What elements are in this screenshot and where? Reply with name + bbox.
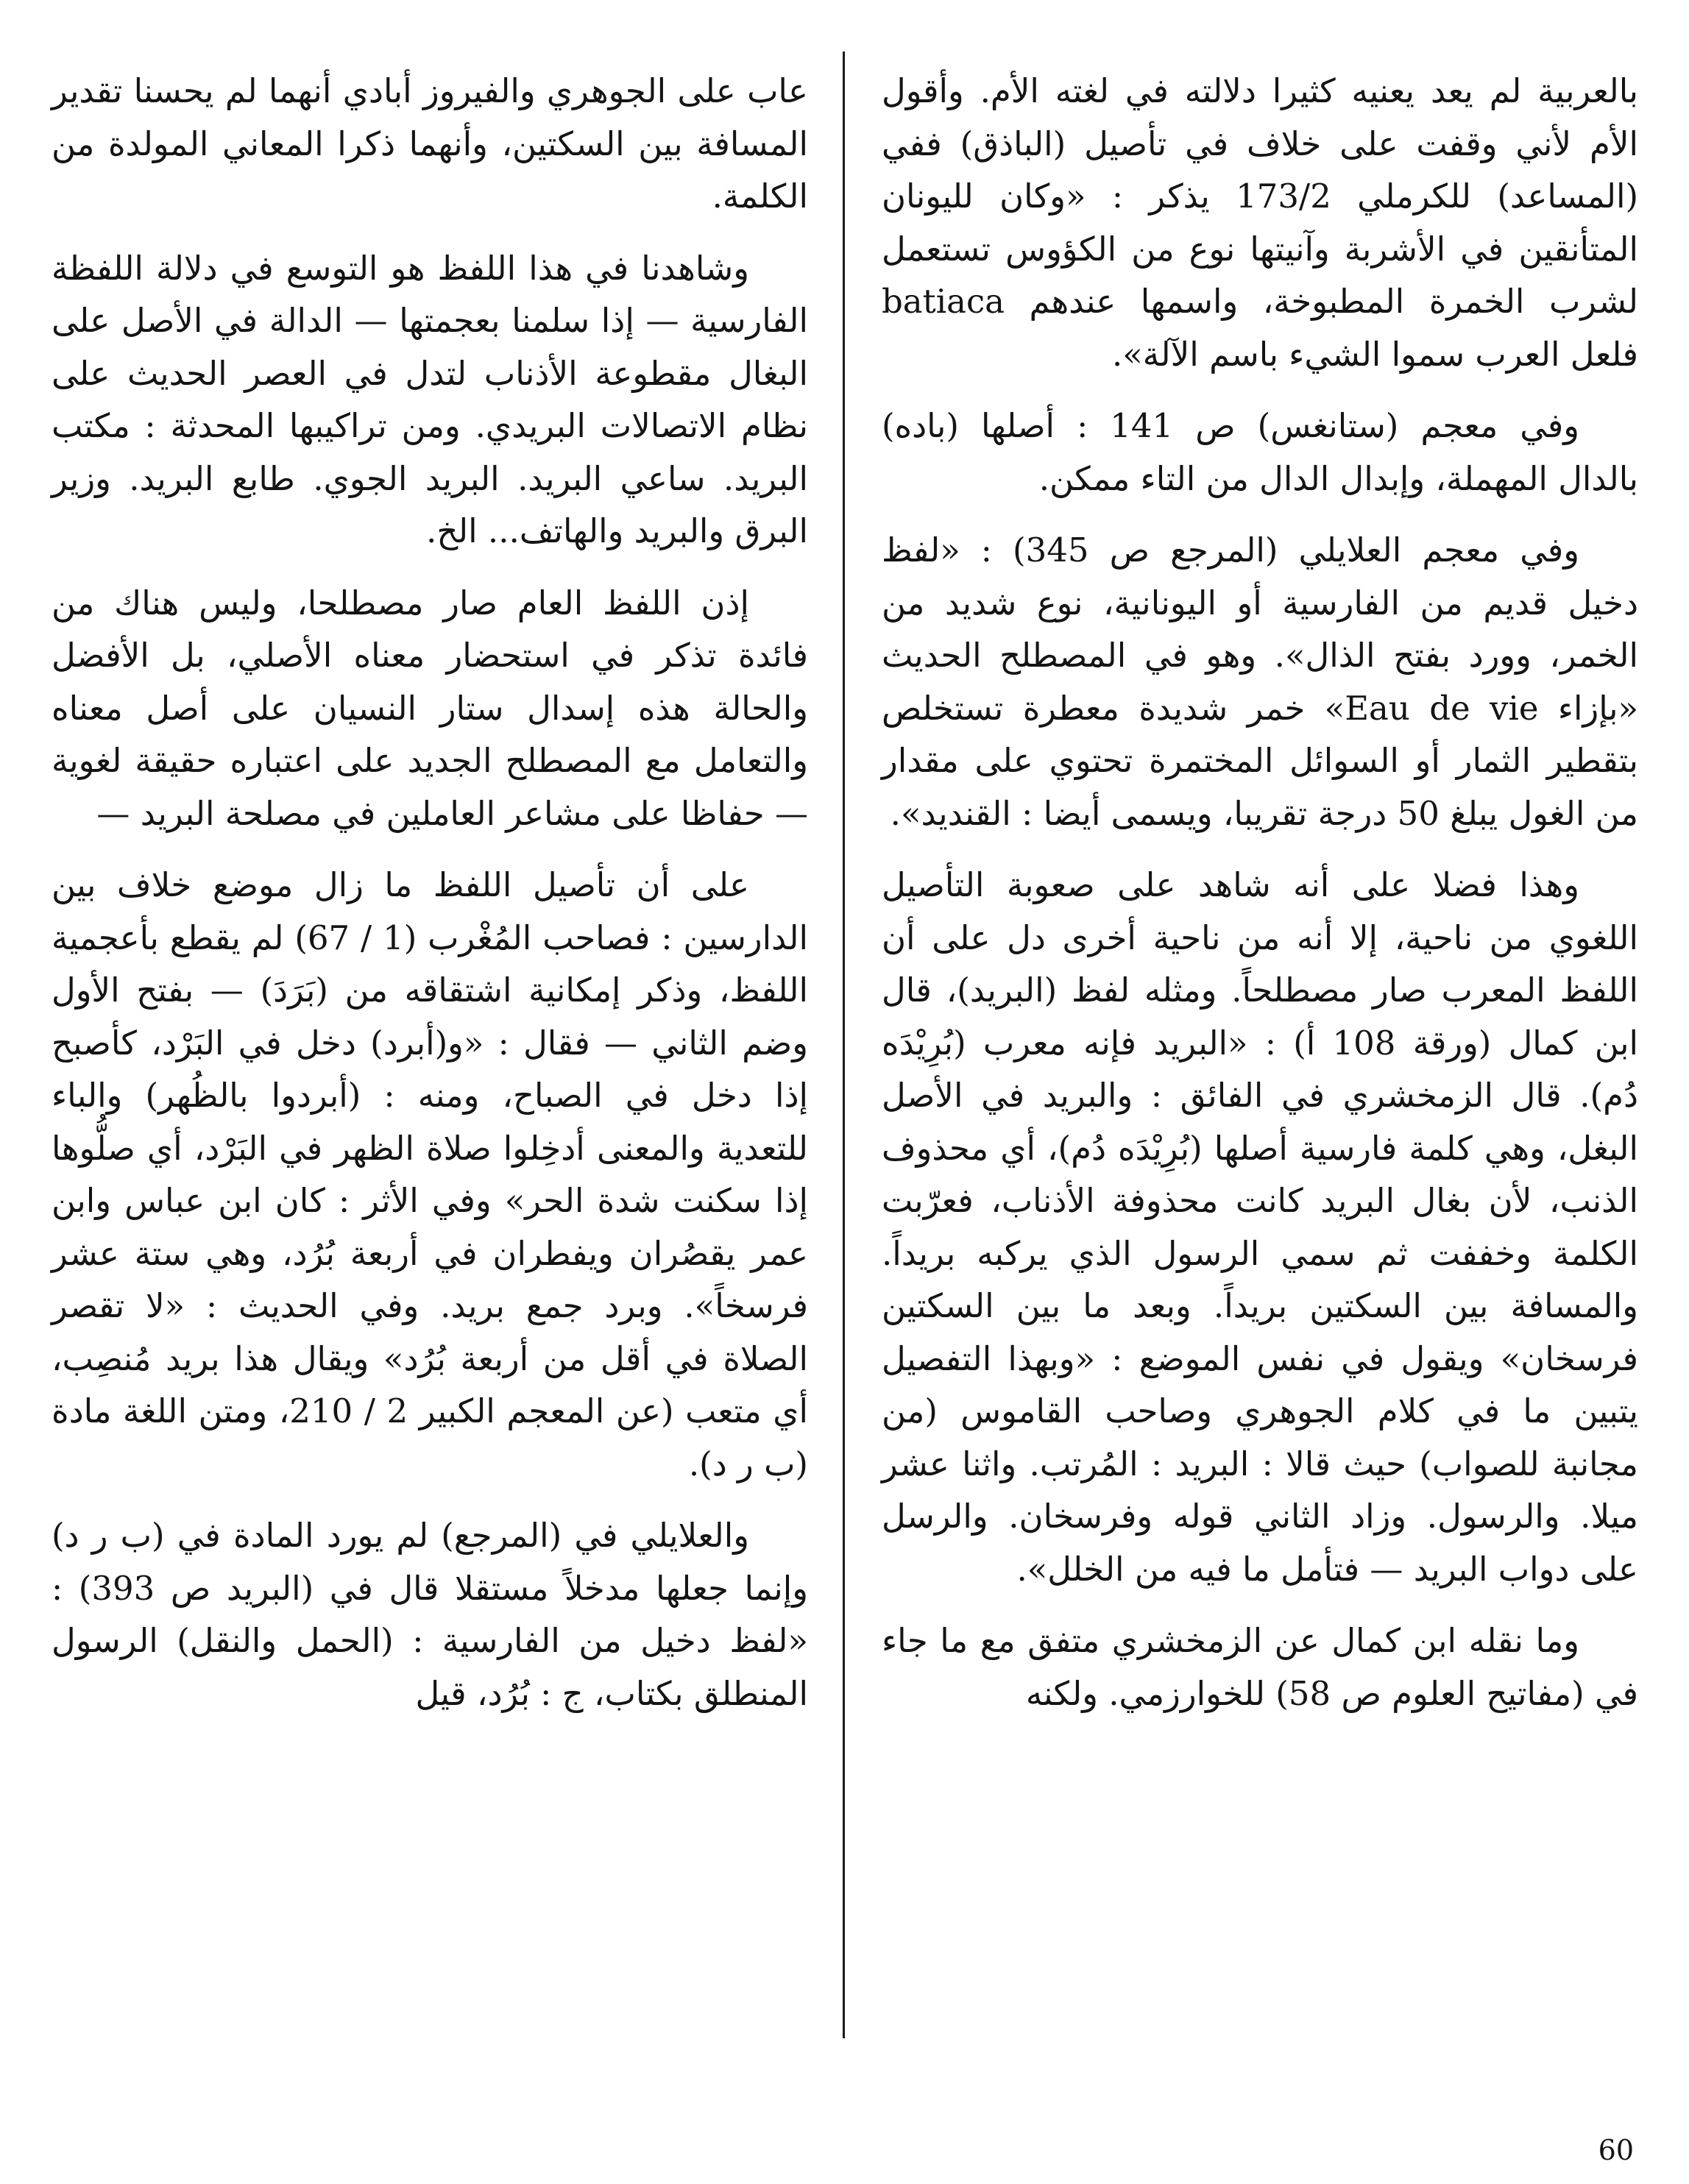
page-number: 60	[1598, 2134, 1634, 2166]
left-paragraph-1: عاب على الجوهري والفيروز أبادي أنهما لم يحسنا تقدير المسافة بين السكتين، وأنهما ذكرا المعاني المولدة من الكلمة.	[52, 71, 808, 216]
right-paragraph-4: وهذا فضلا على أنه شاهد على صعوبة التأصيل اللغوي من ناحية، إلا أنه من ناحية أخرى دل على أن اللفظ المعرب صار مصطلحاً. ومثله لفظ (البريد)، قال ابن كمال (ورقة 108 أ) : «البريد فإنه معرب (بُرِيْدَه دُم). قال الزمخشري في الفائق : والبريد في الأصل البغل، وهي كلمة فارسية أصلها (بُرِيْدَه دُم)، أي محذوف الذنب، لأن بغال البريد كانت محذوفة الأذناب، فعرّبت الكلمة وخففت ثم سمي الرسول الذي يركبه بريداً. والمسافة بين السكتين بريداً. وبعد ما بين السكتين فرسخان» ويقول في نفس الموضع : «وبهذا التفصيل يتبين ما في كلام الجوهري وصاحب القاموس (من مجانبة للصواب) حيث قالا : البريد : المُرتب. واثنا عشر ميلا. والرسول. وزاد الثاني قوله وفرسخان. والرسل على دواب البريد — فتأمل ما فيه من الخلل».	[882, 865, 1638, 1589]
column-divider	[843, 52, 845, 2038]
left-paragraph-5: والعلايلي في (المرجع) لم يورد المادة في (ب ر د) وإنما جعلها مدخلاً مستقلا قال في (البريد ص 393) : «لفظ دخيل من الفارسية : (الحمل والنقل) الرسول المنطلق بكتاب، ج : بُرُد، قيل	[52, 1516, 809, 1713]
left-paragraph-2: وشاهدنا في هذا اللفظ هو التوسع في دلالة اللفظة الفارسية — إذا سلمنا بعجمتها — الدالة في الأصل على البغال مقطوعة الأذناب لتدل في العصر الحديث على نظام الاتصالات البريدي. ومن تراكيبها المحدثة : مكتب البريد. ساعي البريد. البريد الجوي. طابع البريد. وزير البرق والبريد والهاتف... الخ.	[52, 248, 808, 550]
right-paragraph-3: وفي معجم العلايلي (المرجع ص 345) : «لفظ دخيل قديم من الفارسية أو اليونانية، نوع شديد من الخمر، وورد بفتح الذال». وهو في المصطلح الحديث «بإزاء Eau de vie» خمر شديدة معطرة تستخلص بتقطير الثمار أو السوائل المختمرة تحتوي على مقدار من الغول يبلغ 50 درجة تقريبا، ويسمى أيضا : القنديد».	[882, 531, 1638, 833]
right-paragraph-2: وفي معجم (ستانغس) ص 141 : أصلها (باده) بالدال المهملة، وإبدال الدال من التاء ممكن.	[882, 406, 1638, 498]
left-paragraph-3: إذن اللفظ العام صار مصطلحا، وليس هناك من فائدة تذكر في استحضار معناه الأصلي، بل الأفضل والحالة هذه إسدال ستار النسيان على أصل معناه والتعامل مع المصطلح الجديد على اعتباره حقيقة لغوية — حفاظا على مشاعر العاملين في مصلحة البريد —	[52, 583, 808, 833]
right-column	[882, 65, 1638, 1739]
left-column	[52, 65, 808, 1739]
right-paragraph-5: وما نقله ابن كمال عن الزمخشري متفق مع ما جاء في (مفاتيح العلوم ص 58) للخوارزمي. ولكنه	[882, 1621, 1638, 1713]
left-paragraph-4: على أن تأصيل اللفظ ما زال موضع خلاف بين الدارسين : فصاحب المُغْرب (1 / 67) لم يقطع بأعجمية اللفظ، وذكر إمكانية اشتقاقه من (بَرَدَ) — بفتح الأول وضم الثاني — فقال : «و(أبرد) دخل في البَرْد، كأصبح إذا دخل في الصباح، ومنه : (أبردوا بالظُهر) والباء للتعدية والمعنى أدخِلوا صلاة الظهر في البَرْد، أي صلُّوها إذا سكنت شدة الحر» وفي الأثر : كان ابن عباس وابن عمر يقصُران ويفطران في أربعة بُرُد، وهي ستة عشر فرسخاً». وبرد جمع بريد. وفي الحديث : «لا تقصر الصلاة في أقل من أربعة بُرُد» ويقال هذا بريد مُنصِب، أي متعب (عن المعجم الكبير 2 / 210، ومتن اللغة مادة (ب ر د).	[52, 865, 808, 1483]
right-paragraph-1: بالعربية لم يعد يعنيه كثيرا دلالته في لغته الأم. وأقول الأم لأني وقفت على خلاف في تأصيل (الباذق) ففي (المساعد) للكرملي 173/2 يذكر : «وكان لليونان المتأنقين في الأشربة وآنيتها نوع من الكؤوس تستعمل لشرب الخمرة المطبوخة، واسمها عندهم batiaca فلعل العرب سموا الشيء باسم الآلة».	[882, 71, 1639, 374]
